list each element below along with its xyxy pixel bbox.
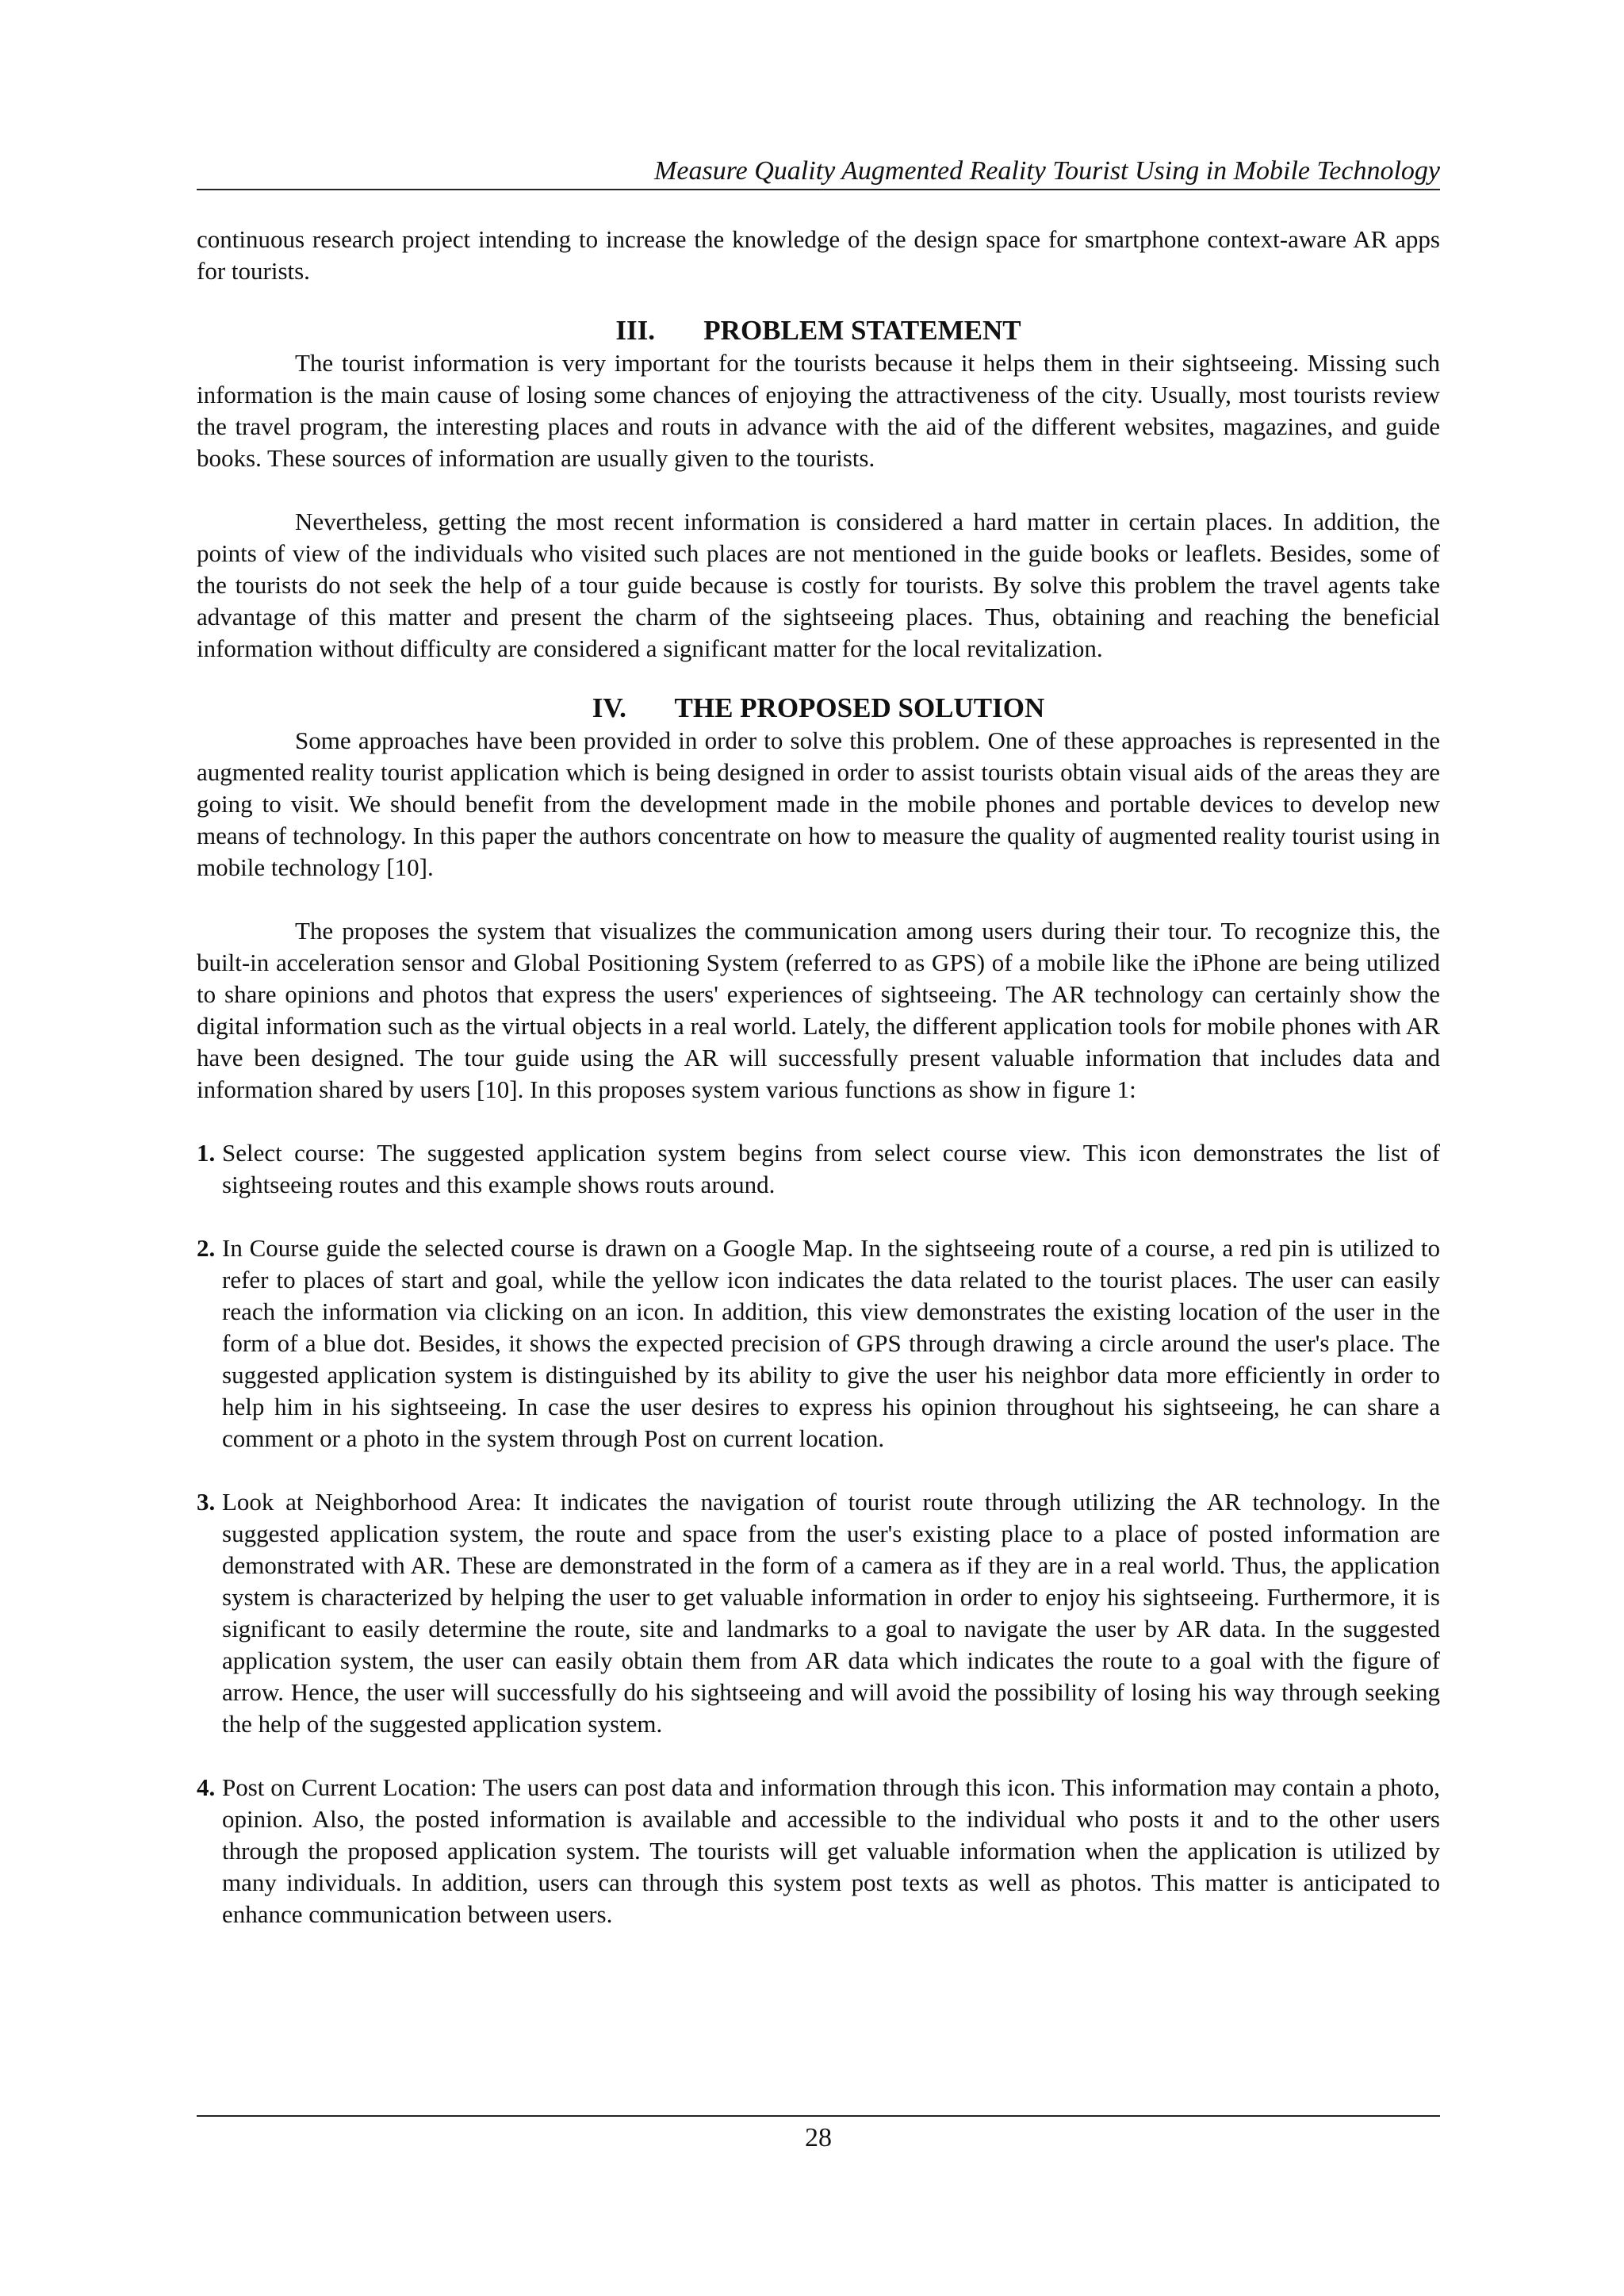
section-heading-proposed-solution xyxy=(197,692,1440,725)
list-item-text: Look at Neighborhood Area: It indicates the navigation of tourist route through utilizing the AR technology. In the suggested application system, the route and space from the user's existing place to a place of posted information are demonstrated with AR. These are demonstrated in the form of a camera as if they are in a real world. Thus, the application system is characterized by helping the user to get valuable information in order to enjoy his sightseeing. Furthermore, it is significant to easily determine the route, site and landmarks to a goal to navigate the user by AR data. In the suggested application system, the user can easily obtain them from AR data which indicates the route to a goal with the figure of arrow. Hence, the user will successfully do his sightseeing and will avoid the possibility of losing his way through seeking the help of the suggested application system. xyxy=(222,1488,1440,1738)
list-item-number: 2. xyxy=(197,1234,216,1262)
section-number: IV. xyxy=(592,692,626,723)
list-item xyxy=(197,1772,1440,1930)
list-item-text: In Course guide the selected course is drawn on a Google Map. In the sightseeing route of a course, a red pin is utilized to refer to places of start and goal, while the yellow icon indicates the data related to the tourist places. The user can easily reach the information via clicking on an icon. In addition, this view demonstrates the existing location of the user in the form of a blue dot. Besides, it shows the expected precision of GPS through drawing a circle around the user's place. The suggested application system is distinguished by its ability to give the user his neighbor data more efficiently in order to help him in his sightseeing. In case the user desires to express his opinion throughout his sightseeing, he can share a comment or a photo in the system through Post on current location. xyxy=(222,1234,1440,1452)
running-header: Measure Quality Augmented Reality Tourist Using in Mobile Technology xyxy=(654,156,1440,186)
solution-paragraph: The proposes the system that visualizes the communication among users during their tour. To recognize this, the built-in acceleration sensor and Global Positioning System (referred to as GPS) of a mobile like the iPhone are being utilized to share opinions and photos that express the users' experiences of sightseeing. The AR technology can certainly show the digital information such as the virtual objects in a real world. Lately, the different application tools for mobile phones with AR have been designed. The tour guide using the AR will successfully present valuable information that includes data and information shared by users [10]. In this proposes system various functions as show in figure 1: xyxy=(197,917,1440,1103)
page-number: 28 xyxy=(805,2123,832,2152)
paper-page xyxy=(197,0,1440,2296)
list-item-text: Select course: The suggested application system begins from select course view. This icon demonstrates the list of sightseeing routes and this example shows routs around. xyxy=(222,1139,1440,1198)
header-divider xyxy=(197,189,1440,190)
problem-paragraph: The tourist information is very important for the tourists because it helps them in their sightseeing. Missing such information is the main cause of losing some chances of enjoying the attractiveness of the city. Usually, most tourists review the travel program, the interesting places and routs in advance with the aid of the different websites, magazines, and guide books. These sources of information are usually given to the tourists. xyxy=(197,349,1440,472)
section-title: THE PROPOSED SOLUTION xyxy=(674,692,1045,723)
list-item-number: 3. xyxy=(197,1488,216,1516)
function-list xyxy=(197,1137,1440,1930)
section-title: PROBLEM STATEMENT xyxy=(703,315,1021,346)
body-text xyxy=(197,224,1440,1930)
intro-continuation-paragraph: continuous research project intending to increase the knowledge of the design space for smartphone context-aware AR apps for tourists. xyxy=(197,225,1440,285)
footer-divider xyxy=(197,2115,1440,2117)
list-item-number: 1. xyxy=(197,1139,216,1167)
problem-paragraph: Nevertheless, getting the most recent information is considered a hard matter in certain places. In addition, the points of view of the individuals who visited such places are not mentioned in the guide books or leaflets. Besides, some of the tourists do not seek the help of a tour guide because is costly for tourists. By solve this problem the travel agents take advantage of this matter and present the charm of the sightseeing places. Thus, obtaining and reaching the beneficial information without difficulty are considered a significant matter for the local revitalization. xyxy=(197,508,1440,662)
list-item-text: Post on Current Location: The users can post data and information through this icon. This information may contain a photo, opinion. Also, the posted information is available and accessible to the individual who posts it and to the other users through the proposed application system. The tourists will get valuable information when the application is utilized by many individuals. In addition, users can through this system post texts as well as photos. This matter is anticipated to enhance communication between users. xyxy=(222,1773,1440,1928)
list-item-number: 4. xyxy=(197,1773,216,1801)
solution-paragraph: Some approaches have been provided in order to solve this problem. One of these approaches is represented in the augmented reality tourist application which is being designed in order to assist tourists obtain visual aids of the areas they are going to visit. We should benefit from the development made in the mobile phones and portable devices to develop new means of technology. In this paper the authors concentrate on how to measure the quality of augmented reality tourist using in mobile technology [10]. xyxy=(197,726,1440,881)
list-item xyxy=(197,1137,1440,1201)
list-item xyxy=(197,1232,1440,1455)
list-item xyxy=(197,1486,1440,1740)
section-number: III. xyxy=(615,315,656,346)
section-heading-problem-statement xyxy=(197,314,1440,347)
